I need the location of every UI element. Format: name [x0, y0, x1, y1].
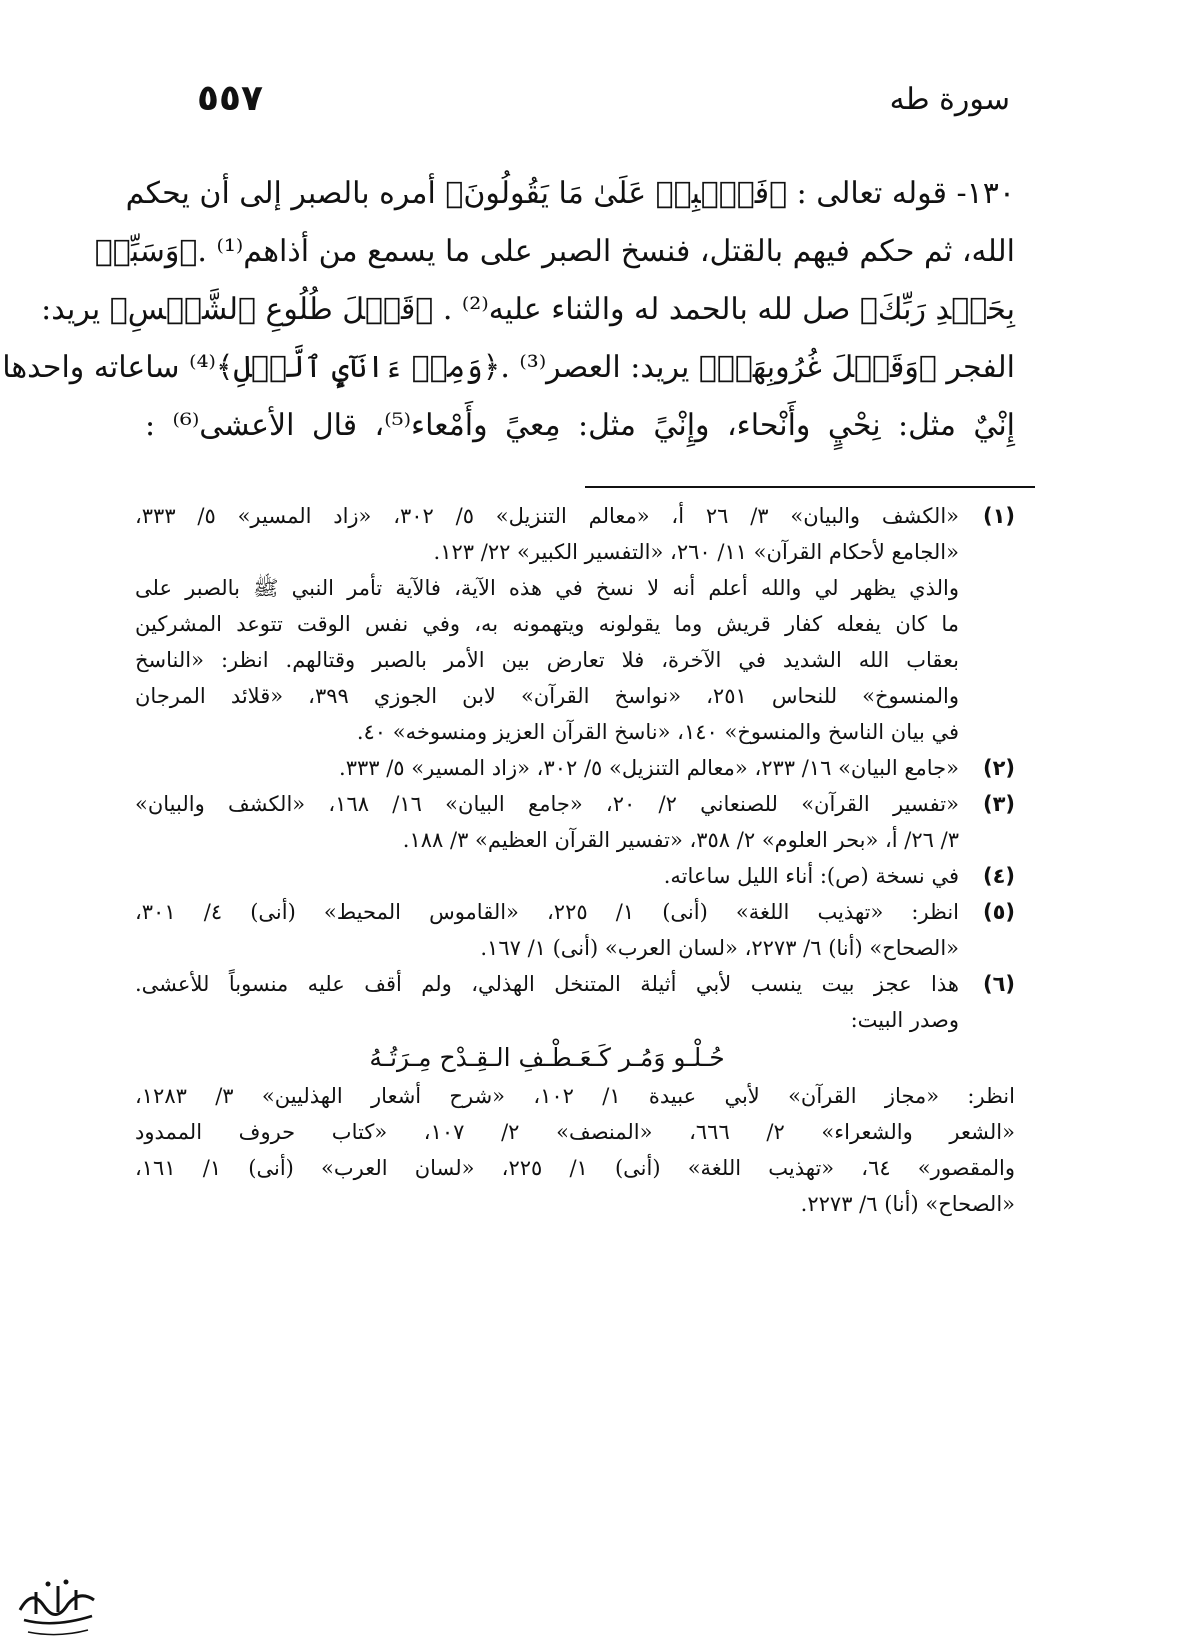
footnote-number: (٤) [982, 864, 1015, 888]
footnote-6 [135, 966, 1015, 1038]
footnote-line: انظر: «مجاز القرآن» لأبي عبيدة ١/ ١٠٢، «شرح أشعار الهذليين» ٣/ ١٢٨٣، [135, 1084, 1015, 1108]
main-text-line: ١٣٠- قوله تعالى : ﴿فَٱصۡبِرۡ عَلَىٰ مَا يَقُولُونَ﴾ أمره بالصبر إلى أن يحكم [125, 176, 1015, 211]
publisher-stamp-logo [14, 1570, 100, 1640]
main-text [2, 165, 1016, 455]
main-text-line: بِحَمۡدِ رَبِّكَ﴾ صل لله بالحمد له والثناء عليه⁽²⁾ . ﴿قَبۡلَ طُلُوعِ ٱلشَّمۡسِ﴾ يريد: [41, 292, 1015, 327]
footnote-line: بعقاب الله الشديد في الآخرة، فلا تعارض بين الأمر بالصبر وقتالهم. انظر: «الناسخ [135, 648, 959, 672]
footnote-1 [135, 498, 1015, 750]
footnote-line: في بيان الناسخ والمنسوخ» ١٤٠، «ناسخ القرآن العزيز ومنسوخه» ٤٠. [356, 720, 959, 744]
footnote-body [135, 966, 959, 1038]
page-number: ٥٥٧ [197, 78, 263, 119]
surah-title: سورة طه [889, 82, 1010, 117]
footnote-body [135, 498, 959, 750]
poem-verse: حُـلْـو وَمُـر كَـعَـطْـفِ الـقِـدْح مِـرَتُـهُ [369, 1043, 725, 1072]
footnote-3 [135, 786, 1015, 858]
footnote-number: (٥) [982, 900, 1015, 924]
footnote-line: «الجامع لأحكام القرآن» ١١/ ٢٦٠، «التفسير الكبير» ٢٢/ ١٢٣. [433, 540, 959, 564]
footnote-line: «الصحاح» (أنا) ٦/ ٢٢٧٣. [800, 1192, 1015, 1216]
footnote-line: ما كان يفعله كفار قريش وما يقولونه ويتهمونه به، وفي نفس الوقت تتوعد المشركين [135, 612, 959, 636]
footnote-line: وصدر البيت: [850, 1008, 959, 1032]
footnote-number: (٣) [982, 792, 1015, 816]
footnote-body [135, 894, 959, 966]
footnote-body [135, 1078, 1015, 1222]
footnote-line: «الصحاح» (أنا) ٦/ ٢٢٧٣، «لسان العرب» (أنى) ١/ ١٦٧. [480, 936, 959, 960]
footnote-line: هذا عجز بيت ينسب لأبي أثيلة المتنخل الهذلي، ولم أقف عليه منسوباً للأعشى. [135, 972, 959, 996]
footnote-line: «تفسير القرآن» للصنعاني ٢/ ٢٠، «جامع البيان» ١٦/ ١٦٨، «الكشف والبيان» [135, 792, 959, 816]
footnote-line: «الشعر والشعراء» ٢/ ٦٦٦، «المنصف» ٢/ ١٠٧، «كتاب حروف الممدود [135, 1120, 1015, 1144]
main-text-line: الفجر ﴿وَقَبۡلَ غُرُوبِهَاۖ﴾ يريد: العصر⁽³⁾ .﴿وَمِنۡ ءَانَآيِٕ ٱلَّيۡلِ﴾⁽⁴⁾ ساعاته واحدها [2, 350, 1015, 385]
footnote-line: في نسخة (ص): أناء الليل ساعاته. [663, 864, 959, 888]
footnote-line: «جامع البيان» ١٦/ ٢٣٣، «معالم التنزيل» ٥/ ٣٠٢، «زاد المسير» ٥/ ٣٣٣. [339, 756, 959, 780]
footnote-separator [585, 486, 1035, 488]
footnote-number: (٦) [982, 972, 1015, 996]
footnote-line: انظر: «تهذيب اللغة» (أنى) ١/ ٢٢٥، «القاموس المحيط» (أنى) ٤/ ٣٠١، [135, 900, 959, 924]
footnote-line: والمقصور» ٦٤، «تهذيب اللغة» (أنى) ١/ ٢٢٥، «لسان العرب» (أنى) ١/ ١٦١، [135, 1156, 1015, 1180]
footnote-body [135, 786, 959, 858]
main-text-line: الله، ثم حكم فيهم بالقتل، فنسخ الصبر على ما يسمع من أذاهم⁽¹⁾ .﴿وَسَبِّحۡ [94, 234, 1015, 269]
footnote-line: ٣/ ٢٦/ أ، «بحر العلوم» ٢/ ٣٥٨، «تفسير القرآن العظيم» ٣/ ١٨٨. [402, 828, 959, 852]
footnote-body [135, 858, 959, 894]
footnote-line: والمنسوخ» للنحاس ٢٥١، «نواسخ القرآن» لابن الجوزي ٣٩٩، «قلائد المرجان [135, 684, 959, 708]
footnote-6-continued [135, 1078, 1015, 1222]
footnote-line: والذي يظهر لي والله أعلم أنه لا نسخ في هذه الآية، فالآية تأمر النبي ﷺ بالصبر على [135, 576, 959, 600]
footnote-5 [135, 894, 1015, 966]
footnote-2 [135, 750, 1015, 786]
footnote-body [135, 750, 959, 786]
footnote-number: (١) [982, 504, 1015, 528]
footnote-4 [135, 858, 1015, 894]
page-header [175, 78, 1010, 132]
footnote-number: (٢) [982, 756, 1015, 780]
footnote-line: «الكشف والبيان» ٣/ ٢٦ أ، «معالم التنزيل» ٥/ ٣٠٢، «زاد المسير» ٥/ ٣٣٣، [135, 504, 960, 528]
footnotes [135, 498, 1015, 1222]
main-text-line: إِنْيٌ مثل: نِحْيٍ وأَنْحاء، وإِنْيً مثل: مِعيً وأَمْعاء⁽⁵⁾، قال الأعشى⁽⁶⁾ : [145, 408, 1016, 443]
